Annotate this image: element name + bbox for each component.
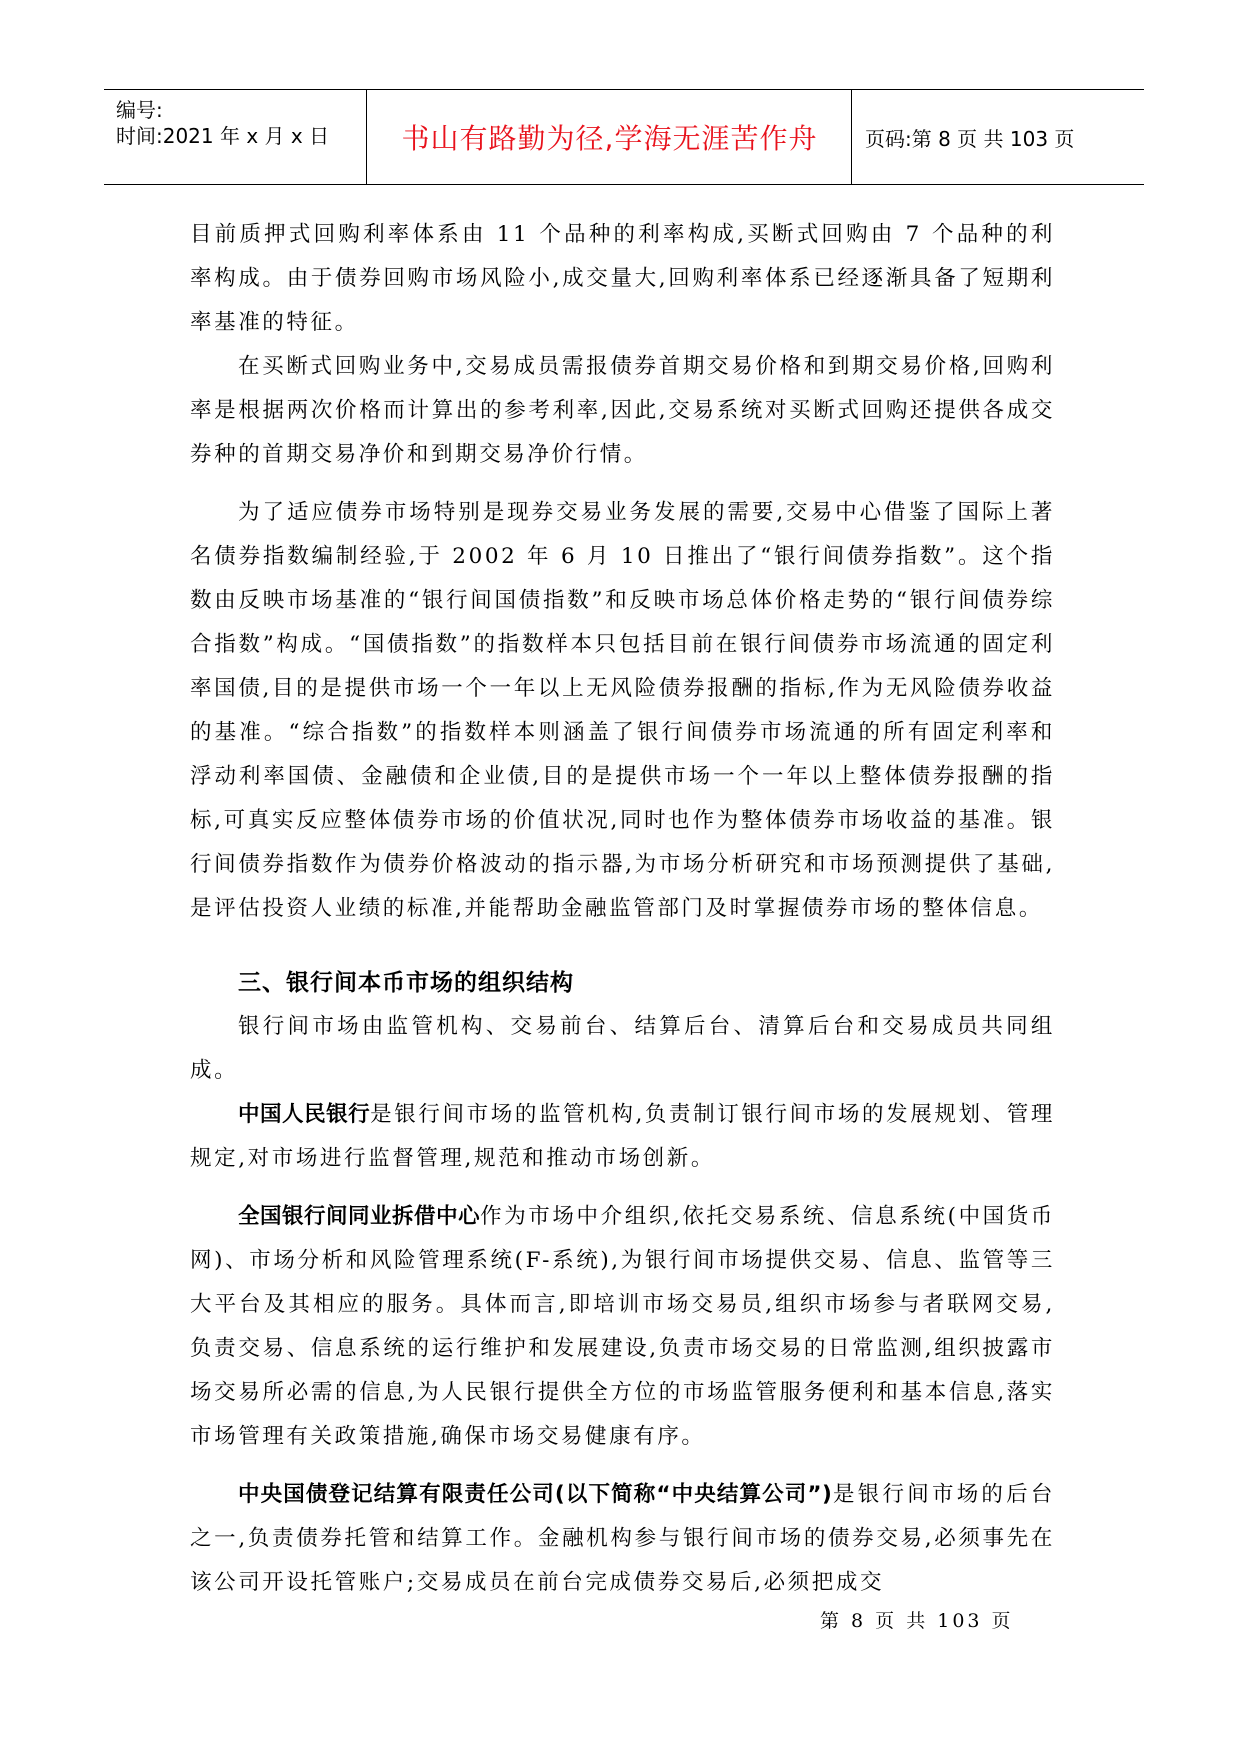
document-body <box>190 213 1055 1605</box>
term-cfets: 全国银行间同业拆借中心 <box>238 1204 481 1229</box>
paragraph-bond-index: 为了适应债券市场特别是现券交易业务发展的需要,交易中心借鉴了国际上著名债券指数编制经验,于 2002 年 6 月 10 日推出了“银行间债券指数”。这个指数由反映市场基准的“银行间国债指数”和反映市场总体价格走势的“银行间债券综合指数”构成。“国债指数”的指数样本只包括目前在银行间债券市场流通的固定利率国债,目的是提供市场一个一年以上无风险债券报酬的指标,作为无风险债券收益的基准。“综合指数”的指数样本则涵盖了银行间债券市场流通的所有固定利率和浮动利率国债、金融债和企业债,目的是提供市场一个一年以上整体债券报酬的指标,可真实反应整体债券市场的价值状况,同时也作为整体债券市场收益的基准。银行间债券指数作为债券价格波动的指示器,为市场分析研究和市场预测提供了基础,是评估投资人业绩的标准,并能帮助金融监管部门及时掌握债券市场的整体信息。 <box>190 500 1055 921</box>
paragraph-repo-rates: 目前质押式回购利率体系由 11 个品种的利率构成,买断式回购由 7 个品种的利率构成。由于债券回购市场风险小,成交量大,回购利率体系已经逐渐具备了短期利率基准的特征。 <box>190 222 1055 335</box>
header-meta-cell <box>104 90 367 184</box>
pboc-description: 是银行间市场的监管机构,负责制订银行间市场的发展规划、管理规定,对市场进行监督管理,规范和推动市场创新。 <box>190 1102 1055 1171</box>
paragraph-outright-repo: 在买断式回购业务中,交易成员需报债券首期交易价格和到期交易价格,回购利率是根据两次价格而计算出的参考利率,因此,交易系统对买断式回购还提供各成交券种的首期交易净价和到期交易净价行情。 <box>190 354 1055 467</box>
cfets-description: 作为市场中介组织,依托交易系统、信息系统(中国货币网)、市场分析和风险管理系统(F-系统),为银行间市场提供交易、信息、监管等三大平台及其相应的服务。具体而言,即培训市场交易员,组织市场参与者联网交易,负责交易、信息系统的运行维护和发展建设,负责市场交易的日常监测,组织披露市场交易所必需的信息,为人民银行提供全方位的市场监管服务便利和基本信息,落实市场管理有关政策措施,确保市场交易健康有序。 <box>190 1204 1055 1449</box>
header-motto-cell <box>368 90 852 184</box>
ccdc-description: 是银行间市场的后台之一,负责债券托管和结算工作。金融机构参与银行间市场的债券交易,必须事先在该公司开设托管账户;交易成员在前台完成债券交易后,必须把成交 <box>190 1482 1055 1595</box>
paragraph-ccdc <box>190 1473 1055 1605</box>
page-footer: 第 8 页 共 103 页 <box>820 1610 1014 1632</box>
page-header <box>104 89 1144 185</box>
section-heading: 三、银行间本币市场的组织结构 <box>238 970 574 996</box>
header-motto: 书山有路勤为径,学海无涯苦作舟 <box>401 122 818 155</box>
number-label: 编号: <box>116 98 163 122</box>
paragraph-market-composition: 银行间市场由监管机构、交易前台、结算后台、清算后台和交易成员共同组成。 <box>190 1014 1055 1083</box>
term-ccdc: 中央国债登记结算有限责任公司(以下简称“中央结算公司”) <box>238 1482 833 1507</box>
header-page-code: 页码:第 8 页 共 103 页 <box>865 127 1075 151</box>
paragraph-pboc <box>190 1093 1055 1181</box>
paragraph-cfets <box>190 1195 1055 1459</box>
time-label: 时间:2021 年 x 月 x 日 <box>116 124 330 148</box>
header-page-cell <box>853 90 1143 184</box>
term-pboc: 中国人民银行 <box>238 1102 371 1127</box>
